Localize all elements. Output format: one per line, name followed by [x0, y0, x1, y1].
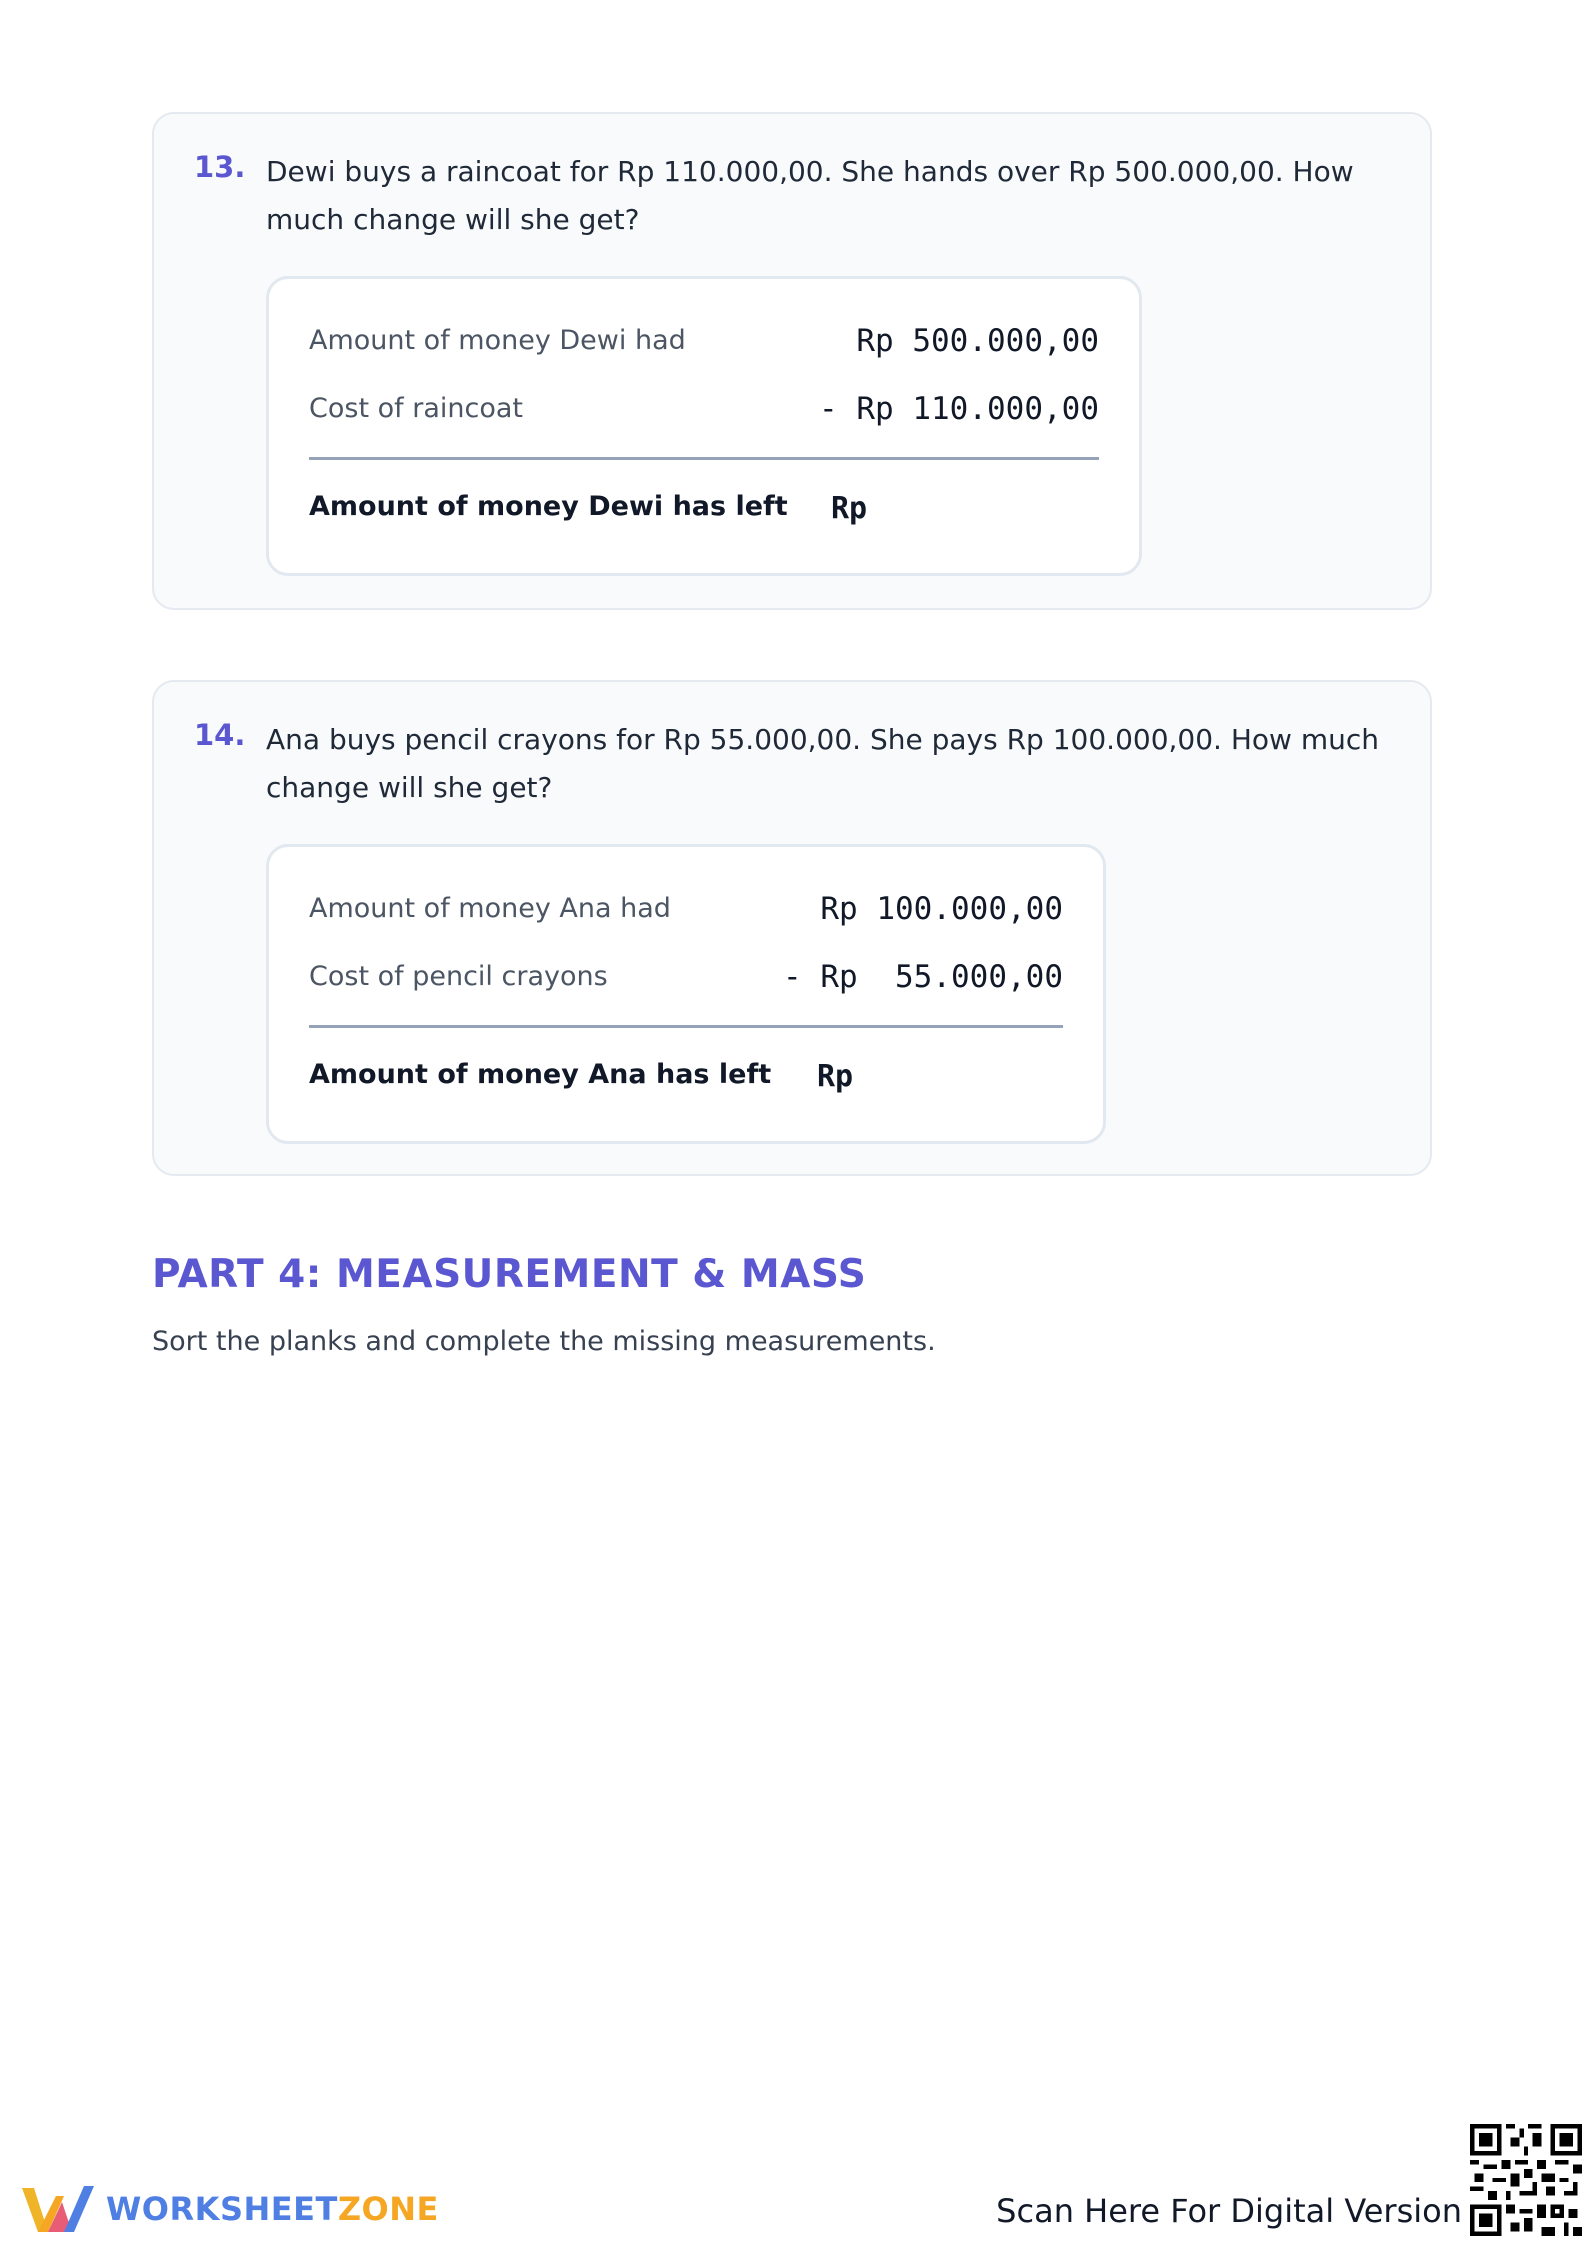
subtraction-rule: [309, 457, 1099, 460]
question-number: 14.: [194, 718, 246, 752]
question-text: Ana buys pencil crayons for Rp 55.000,00. She pays Rp 100.000,00. How much change will she get?: [266, 723, 1379, 804]
qr-code-icon[interactable]: [1470, 2124, 1582, 2236]
money-had-value: Rp 100.000,00: [820, 891, 1063, 927]
scan-caption: Scan Here For Digital Version: [996, 2192, 1462, 2230]
section-title: PART 4: MEASUREMENT & MASS: [152, 1252, 867, 1297]
money-left-answer[interactable]: Rp: [831, 491, 868, 526]
section-instruction: Sort the planks and complete the missing measurements.: [152, 1326, 936, 1357]
question-13-card: [152, 112, 1432, 610]
money-left-label: Amount of money Dewi has left: [309, 491, 788, 522]
subtraction-rule: [309, 1025, 1063, 1028]
question-14-card: [152, 680, 1432, 1176]
question-number: 13.: [194, 150, 246, 184]
brand-name: WORKSHEETZONE: [106, 2190, 439, 2228]
cost-label: Cost of raincoat: [309, 393, 523, 424]
subtraction-box: [266, 844, 1106, 1144]
worksheetzone-w-logo-icon: [18, 2182, 94, 2238]
cost-value: - Rp 110.000,00: [819, 391, 1099, 427]
money-left-answer[interactable]: Rp: [817, 1059, 854, 1094]
money-had-value: Rp 500.000,00: [856, 323, 1099, 359]
money-had-label: Amount of money Ana had: [309, 893, 671, 924]
cost-label: Cost of pencil crayons: [309, 961, 608, 992]
money-left-label: Amount of money Ana has left: [309, 1059, 772, 1090]
subtraction-box: [266, 276, 1142, 576]
money-had-label: Amount of money Dewi had: [309, 325, 686, 356]
cost-value: - Rp 55.000,00: [783, 959, 1063, 995]
question-text: Dewi buys a raincoat for Rp 110.000,00. She hands over Rp 500.000,00. How much change will she get?: [266, 155, 1354, 236]
